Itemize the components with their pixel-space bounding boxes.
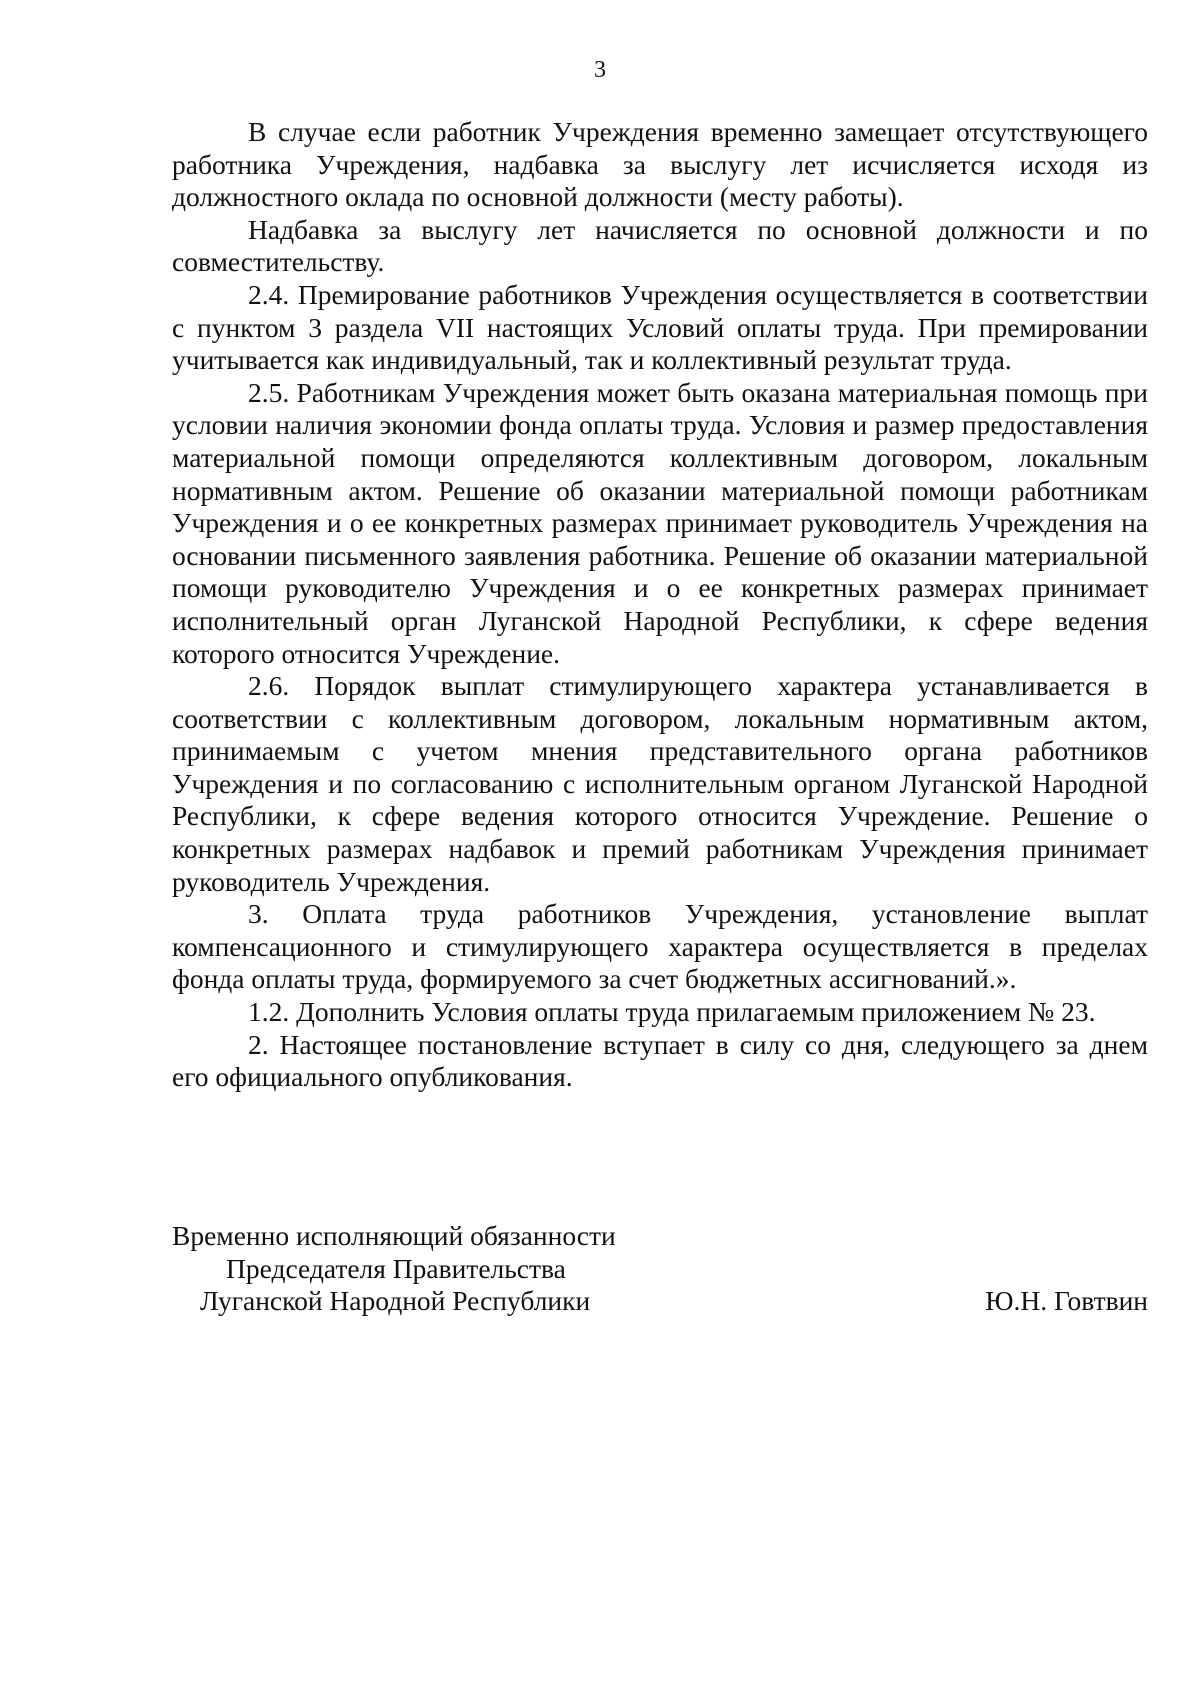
paragraph-3: 3. Оплата труда работников Учреждения, установление выплат компенсационного и стимулирующего характера осуществляется в пределах фонда оплаты труда, формируемого за счет бюджетных ассигнований.». bbox=[172, 898, 1148, 995]
signatory-title-line-2: Председателя Правительства bbox=[226, 1252, 566, 1284]
signatory-title-line-3: Луганской Народной Республики bbox=[200, 1285, 591, 1317]
signatory-title-line-1: Временно исполняющий обязанности bbox=[172, 1220, 616, 1251]
signatory-name: Ю.Н. Говтвин bbox=[985, 1285, 1148, 1316]
signature-block bbox=[172, 1220, 1148, 1318]
paragraph-effective-date: 2. Настоящее постановление вступает в силу со дня, следующего за днем его официального опубликования. bbox=[172, 1028, 1148, 1093]
paragraph-substitution: В случае если работник Учреждения временно замещает отсутствующего работника Учреждения, надбавка за выслугу лет исчисляется исходя из должностного оклада по основной должности (месту работы). bbox=[172, 116, 1148, 213]
document-body bbox=[172, 116, 1148, 1094]
page-number: 3 bbox=[594, 57, 606, 83]
paragraph-seniority-bonus: Надбавка за выслугу лет начисляется по основной должности и по совместительству. bbox=[172, 213, 1148, 278]
paragraph-2-4: 2.4. Премирование работников Учреждения осуществляется в соответствии с пунктом 3 раздела VII настоящих Условий оплаты труда. При премировании учитывается как индивидуальный, так и коллективный результат труда. bbox=[172, 278, 1148, 376]
paragraph-1-2: 1.2. Дополнить Условия оплаты труда прилагаемым приложением № 23. bbox=[248, 996, 1096, 1028]
paragraph-2-6: 2.6. Порядок выплат стимулирующего характера устанавливается в соответствии с коллективным договором, локальным нормативным актом, принимаемым с учетом мнения представительного органа работников Учреждения и по согласованию с исполнительным органом Луганской Народной Республики, к сфере ведения которого относится Учреждение. Решение о конкретных размерах надбавок и премий работникам Учреждения принимает руководитель Учреждения. bbox=[172, 670, 1148, 897]
paragraph-2-5: 2.5. Работникам Учреждения может быть оказана материальная помощь при условии наличия экономии фонда оплаты труда. Условия и размер предоставления материальной помощи определяются коллективным договором, локальным нормативным актом. Решение об оказании материальной помощи работникам Учреждения и о ее конкретных размерах принимает руководитель Учреждения на основании письменного заявления работника. Решение об оказании материальной помощи руководителю Учреждения и о ее конкретных размерах принимает исполнительный орган Луганской Народной Республики, к сфере ведения которого относится Учреждение. bbox=[172, 376, 1148, 669]
